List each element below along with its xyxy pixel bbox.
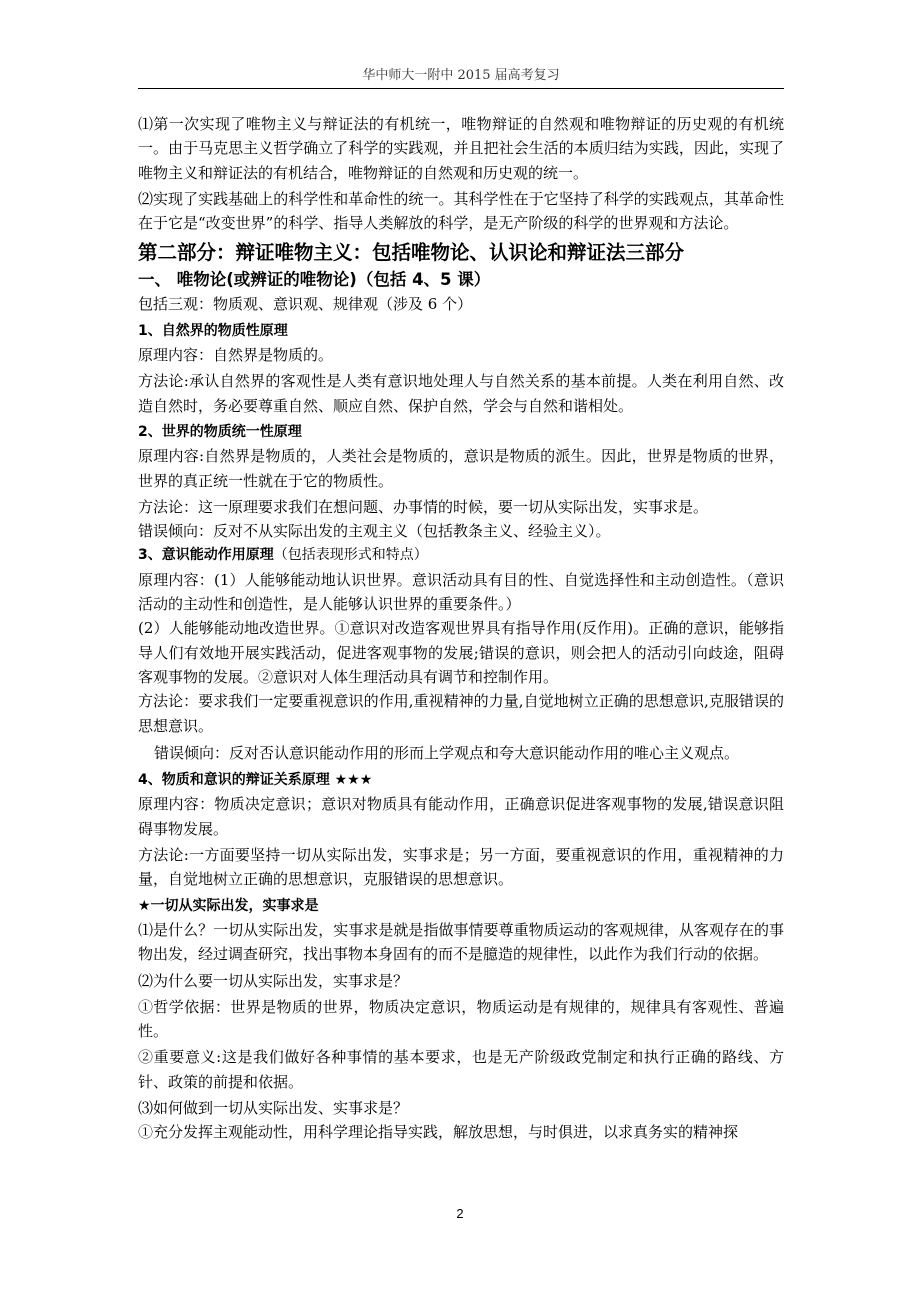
paragraph: 错误倾向：反对不从实际出发的主观主义（包括教条主义、经验主义）。 (138, 522, 611, 541)
paragraph: ①充分发挥主观能动性，用科学理论指导实践，解放思想，与时俱进，以求真务实的精神探 (138, 1123, 739, 1142)
paragraph: 包括三观：物质观、意识观、规律观（涉及 6 个） (138, 295, 473, 314)
paragraph: 方法论：这一原理要求我们在想问题、办事情的时候，要一切从实际出发，实事求是。 (138, 497, 709, 516)
principle-heading: 4、物质和意识的辩证关系原理 ★★★ (138, 772, 373, 789)
section-heading: 一、 唯物论(或辨证的唯物论)（包括 4、5 课） (138, 270, 491, 290)
paragraph: ①哲学依据：世界是物质的世界，物质决定意识，物质运动是有规律的，规律具有客观性、普遍性。 (138, 997, 784, 1041)
principle-heading-title: 3、意识能动作用原理 (138, 547, 274, 564)
paragraph: 错误倾向：反对否认意识能动作用的形而上学观点和夸大意识能动作用的唯心主义观点。 (154, 743, 740, 762)
part-heading: 第二部分：辩证唯物主义：包括唯物论、认识论和辩证法三部分 (138, 241, 685, 265)
paragraph: 方法论:承认自然界的客观性是人类有意识地处理人与自然关系的基本前提。人类在利用自然、改造自然时，务必要尊重自然、顺应自然、保护自然，学会与自然和谐相处。 (138, 372, 784, 415)
principle-heading: 2、世界的物质统一性原理 (138, 423, 302, 440)
paragraph: 原理内容：自然界是物质的。 (138, 346, 334, 365)
document-body (138, 112, 784, 1145)
key-point-heading: ★一切从实际出发，实事求是 (138, 897, 319, 914)
paragraph: ⑴是什么？一切从实际出发，实事求是就是指做事情要尊重物质运动的客观规律，从客观存在的事物出发，经过调查研究，找出事物本身固有的而不是臆造的规律性，以此作为我们行动的依据。 (138, 920, 784, 964)
paragraph: ②重要意义:这是我们做好各种事情的基本要求，也是无产阶级政党制定和执行正确的路线、方针、政策的前提和依据。 (138, 1048, 784, 1091)
paragraph: ⑴第一次实现了唯物主义与辩证法的有机统一，唯物辩证的自然观和唯物辩证的历史观的有机统一。由于马克思主义哲学确立了科学的实践观，并且把社会生活的本质归结为实践，因此，实现了唯物主义和辩证法的有机结合，唯物辩证的自然观和历史观的统一。 (138, 115, 784, 182)
principle-heading: 1、自然界的物质性原理 (138, 322, 288, 339)
paragraph: ⑵实现了实践基础上的科学性和革命性的统一。其科学性在于它坚持了科学的实践观点，其革命性在于它是“改变世界”的科学、指导人类解放的科学，是无产阶级的科学的世界观和方法论。 (138, 189, 784, 233)
paragraph: ⑵为什么要一切从实际出发，实事求是？ (138, 971, 409, 990)
paragraph: ⑶如何做到一切从实际出发、实事求是？ (138, 1098, 409, 1117)
page-number: 2 (456, 1206, 464, 1221)
paragraph: 原理内容：物质决定意识；意识对物质具有能动作用，正确意识促进客观事物的发展,错误意识阻碍事物发展。 (138, 795, 784, 838)
principle-heading-note: （包括表现形式和特点） (273, 547, 428, 564)
paragraph: 原理内容：(1）人能够能动地认识世界。意识活动具有目的性、自觉选择性和主动创造性。（意识活动的主动性和创造性，是人能够认识世界的重要条件。） (138, 570, 784, 614)
paragraph: 方法论：要求我们一定要重视意识的作用,重视精神的力量,自觉地树立正确的思想意识,克服错误的思想意识。 (138, 692, 784, 735)
paragraph: 方法论:一方面要坚持一切从实际出发，实事求是；另一方面，要重视意识的作用，重视精神的力量，自觉地树立正确的思想意识，克服错误的思想意识。 (138, 846, 784, 889)
paragraph: 原理内容:自然界是物质的，人类社会是物质的，意识是物质的派生。因此，世界是物质的世界，世界的真正统一性就在于它的物质性。 (138, 447, 784, 490)
page-header: 华中师大一附中 2015 届高考复习 (138, 64, 784, 89)
principle-heading (138, 543, 784, 567)
paragraph: (2）人能够能动地改造世界。①意识对改造客观世界具有指导作用(反作用)。正确的意识，能够指导人们有效地开展实践活动，促进客观事物的发展;错误的意识，则会把人的活动引向歧途，阻碍客观事物的发展。②意识对人体生理活动具有调节和控制作用。 (138, 619, 784, 686)
